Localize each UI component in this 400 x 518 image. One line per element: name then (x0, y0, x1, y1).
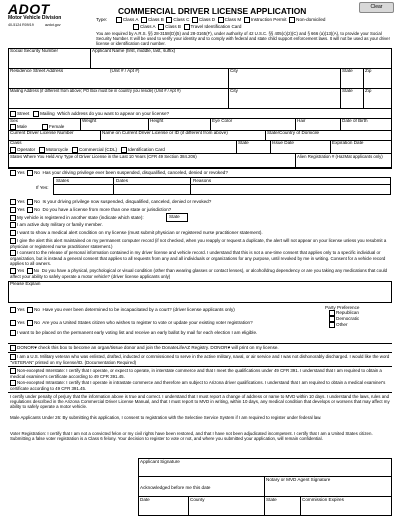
zip-label: Zip (365, 68, 372, 73)
notary-signature-label: Notary or MVD Agent Signature (266, 477, 331, 482)
voter-registration: Voter Registration: I certify that I am not a convicted felon or my civil rights have been restored, and that I have not been adjudicated incompetent. I certify that I am a United States citizen. Submitting a false voter registration is a Class 6 felony. Your decision to register to vote or not, and where you submitted your application, will remain confidential. (10, 431, 373, 442)
motorcycle-option[interactable]: Motorcycle (39, 147, 68, 152)
checkbox-icon (10, 170, 16, 176)
commission-expires-label: Commission Expires (302, 497, 344, 502)
eye-color-label: Eye Color (212, 118, 233, 123)
checkbox-icon (10, 307, 16, 313)
mailing-state-label: State (342, 88, 353, 93)
type-permit[interactable]: Instruction Permit (244, 17, 287, 22)
website: azdot.gov (45, 23, 61, 27)
type-label: Type: (96, 17, 108, 23)
party-democratic[interactable]: Democratic (329, 316, 359, 322)
q4[interactable]: My vehicle is registered in another state (indicate which state): (10, 215, 144, 221)
state2-label: State (238, 140, 249, 145)
alien-reg-label: Alien Registration # (HazMat applicants only) (297, 154, 383, 159)
q10-no[interactable]: No (27, 307, 40, 312)
city-label: City (230, 68, 238, 73)
please-explain-label: Please Explain (10, 281, 41, 286)
checkbox-icon (10, 320, 16, 326)
type2-class-b[interactable]: Class B (158, 24, 181, 29)
checkbox-icon (10, 222, 16, 228)
acknowledged-label: Acknowledged before me this date (140, 485, 211, 490)
clear-button[interactable]: Clear (359, 2, 394, 13)
q1: Yes No Has your driving privilege ever been suspended, disqualified, canceled, denied or revoked? (10, 170, 228, 176)
q2: Yes No Is your driving privilege now suspended, disqualified, canceled, denied or revoked? (10, 199, 211, 205)
ssn-notice: You are required by A.R.S. §§ 28-3158(D)(5) and 28-3165(F), under authority of 42 U.S.C. §§ 405(c)(2)(C) and § 666 (a)(13)(A), to provide your Social Security Number. It will be used to verify your identity and to comply with federal and state child support enforcement laws. It will not be used as your driver license or identification card number. (96, 31, 390, 46)
commercial-option[interactable]: Commercial (CDL) (72, 147, 117, 152)
q12[interactable]: I want to be placed on the permanent early voting list and receive an early ballot by mail for each election I am eligible. (10, 330, 257, 336)
checkbox-icon (158, 24, 164, 30)
q7[interactable]: I give the alert this alert maintained on my permanent computer record (if not checked, when you reapply or request a duplicate, the alert will not appear on your license unless you resubmit a physician or registered nurse practitioner statement.) (10, 238, 387, 249)
type-row (96, 17, 326, 23)
type-row-2 (133, 24, 241, 30)
veteran-option[interactable]: I am a U.S. Military veteran who was enlisted, drafted, inducted or commissioned to serve in the active military, naval, or air service and I was not dishonorably discharged. I would like the word "VETERAN" printed on my license/ID. (Documentation Required) (10, 354, 390, 365)
q1-no[interactable]: No (27, 170, 40, 175)
checkbox-icon (27, 207, 33, 213)
party-label: Party Preference (325, 305, 360, 310)
q2-yes[interactable]: Yes (10, 199, 25, 204)
checkbox-icon (184, 24, 190, 30)
checkbox-icon (133, 24, 139, 30)
q3-no[interactable]: No (27, 207, 40, 212)
q3-yes[interactable]: Yes (10, 207, 25, 212)
q10-yes[interactable]: Yes (10, 307, 25, 312)
nonexcepted-intrastate[interactable]: Non-excepted Intrastate: I certify that I operate in intrastate commerce and therefore am subject to Arizona driver qualifications. I understand that I am required to obtain a medical examiner's certificate according to 49 CFR 391.45. (10, 380, 386, 391)
q1-yes[interactable]: Yes (10, 170, 25, 175)
perjury-statement: I certify under penalty of perjury that the information above is true and correct. I understand that I must report a change of address or name to MVD within 10 days. I understand the laws, rules and regulations described in the Arizona Commercial Driver License Manual, and that I must report to MVD in writing, within 10 days, any medical condition that develops or worsens that may affect my ability to safely operate a motor vehicle. (10, 394, 390, 410)
q11-yes[interactable]: Yes (10, 320, 25, 325)
ssn-field[interactable] (9, 54, 89, 67)
party-preference (325, 305, 359, 328)
checkbox-icon (27, 170, 33, 176)
sig-date-label: Date (140, 497, 150, 502)
weight-label: Weight (82, 118, 97, 123)
checkbox-icon (10, 111, 16, 117)
q5[interactable]: I am active duty military or family member. (10, 222, 103, 228)
suspension-table (53, 177, 391, 195)
type-class-a[interactable]: Class A (116, 17, 139, 22)
name-on-license-label: Name on Current Driver License or ID (if different from above) (102, 130, 228, 135)
q2-no[interactable]: No (27, 199, 40, 204)
col-states: States (56, 178, 70, 183)
mailing-option[interactable]: Mailing (33, 111, 55, 116)
q8[interactable]: I consent to the release of personal information contained in my driver license and vehicle record. I understand that this is not a one-time consent that applies only to a specific individual or organization, but is instead a general consent that applies to all requests from any and all individuals or organizations for any purpose, until revoked by me in writing. Consent for a vehicle record applies to all owners. (10, 250, 386, 267)
residence-label: Residence Street Address (10, 68, 64, 73)
checkbox-icon (192, 17, 198, 23)
q6[interactable]: I want to show a medical alert condition on my license (must submit physician or registered nurse practitioner statement). (10, 230, 263, 236)
type-class-m[interactable]: Class M (218, 17, 242, 22)
checkbox-icon (289, 17, 295, 23)
other-states-label: States Where You Held Any Type of Driver License in the Last 10 Years (CFR 49 Section 384.206) (10, 154, 197, 159)
applicant-signature-label: Applicant Signature (140, 459, 180, 464)
col-dates: Dates (116, 178, 129, 183)
applicant-name-label: Applicant Name (first, middle, last, suffix) (92, 48, 176, 53)
nonexcepted-interstate[interactable]: Non-excepted Interstate: I certify that I operate, or expect to operate, in interstate commerce and that I meet the qualifications under 49 CFR 391. I understand that I am required to obtain a medical examiner's certificate according to 49 CFR 391.45. (10, 368, 382, 379)
mailing-label: Mailing Address (if different from above; PO Box must be in country you reside) (Unit # / Apt #) (10, 88, 181, 93)
state-country-label: State/Country of Domicile (267, 130, 320, 135)
party-republican[interactable]: Republican (329, 310, 359, 316)
operator-option[interactable]: Operator (10, 147, 35, 152)
class-label: Class (10, 140, 22, 145)
q3: Yes No Do you have a license from more than one state or jurisdiction? (10, 207, 171, 213)
checkbox-icon (27, 199, 33, 205)
donor-option[interactable]: DONOR♥ check this box to become an organ/tissue donor and join the DonateLifeAZ Registry. DONOR♥ will print on my license. (10, 345, 279, 351)
q9-yes[interactable]: Yes (10, 268, 24, 273)
street-option[interactable]: Street (10, 111, 29, 116)
state-label: State (342, 68, 353, 73)
vehicle-state-box[interactable] (166, 213, 188, 222)
checkbox-icon (27, 320, 33, 326)
explain-box[interactable] (8, 281, 392, 303)
type-class-c[interactable]: Class C (166, 17, 189, 22)
male-under-26: Male Applicants Under 26: By submitting this application, I consent to registration with the Selective Service System if I am required to register under federal law. (10, 415, 322, 420)
exp-date-label: Expiration Date (332, 140, 364, 145)
height-label: Height (150, 118, 164, 123)
checkbox-icon (10, 199, 16, 205)
ssn-label: Social Security Number (10, 48, 58, 53)
q11-no[interactable]: No (27, 320, 40, 325)
sex-label: Sex (10, 118, 18, 123)
checkbox-icon (116, 17, 122, 23)
type-class-d[interactable]: Class D (192, 17, 215, 22)
checkbox-icon (10, 215, 16, 221)
q9: Yes No Do you have a physical, psychological or visual condition (other than wearing glasses or contact lenses), or alcohol/drug dependency or are you taking any medications that could affect your ability to safely operate a motor vehicle? (driver license applicants only) (10, 268, 388, 279)
division-name: Motor Vehicle Division (8, 15, 62, 21)
checkbox-icon (27, 307, 33, 313)
checkbox-icon (10, 207, 16, 213)
checkbox-icon (10, 345, 16, 351)
adot-logo: ADOT (8, 1, 50, 17)
dob-label: Date of Birth (342, 118, 368, 123)
mailing-zip-label: Zip (365, 88, 372, 93)
unit-label: (Unit # / Apt #) (110, 68, 140, 73)
checkbox-icon (329, 322, 335, 328)
q10: Yes No Have you ever been determined to be incapacitated by a court? (driver license applicants only) (10, 307, 235, 313)
type-class-b[interactable]: Class B (141, 17, 164, 22)
address-choice (10, 111, 169, 117)
checkbox-icon (33, 111, 39, 117)
party-other[interactable]: Other (329, 322, 359, 328)
sig-county-label: County (190, 497, 205, 502)
mailing-city-label: City (230, 88, 238, 93)
mailing-field[interactable] (9, 94, 227, 107)
checkbox-icon (166, 17, 172, 23)
applicant-signature-field[interactable] (139, 465, 391, 475)
form-title: COMMERCIAL DRIVER LICENSE APPLICATION (118, 6, 307, 16)
type-nondomiciled[interactable]: Non-domiciled (289, 17, 325, 22)
address-question: Which address do you want to appear on your license? (57, 111, 170, 117)
q11: Yes No Are you a United States citizen who wishes to register to vote or update your existing voter registration? (10, 320, 253, 326)
male-option[interactable]: Male (10, 124, 27, 130)
issue-date-label: Issue Date (272, 140, 294, 145)
id-card-option[interactable]: Identification Card (121, 147, 165, 152)
checkbox-icon (244, 17, 250, 23)
residence-field[interactable] (9, 74, 227, 87)
applicant-name-field[interactable] (91, 54, 391, 67)
female-option[interactable]: Female (42, 124, 64, 130)
vehicle-state-label: State (169, 214, 180, 219)
col-reasons: Reasons (193, 178, 212, 183)
checkbox-icon (141, 17, 147, 23)
checkbox-icon (218, 17, 224, 23)
current-dl-label: Current Driver License Number (10, 130, 74, 135)
type2-travel-id[interactable]: Travel Identification Card (184, 24, 242, 29)
q9-no[interactable]: No (27, 268, 40, 273)
if-yes-label: If Yes: (36, 185, 49, 190)
sig-state-label: State (266, 497, 277, 502)
checkbox-icon (10, 330, 16, 336)
checkbox-icon (10, 230, 16, 236)
hair-label: Hair (297, 118, 306, 123)
type2-class-a[interactable]: Class A (133, 24, 156, 29)
form-number: 40-5124 R09/19 (8, 23, 34, 27)
